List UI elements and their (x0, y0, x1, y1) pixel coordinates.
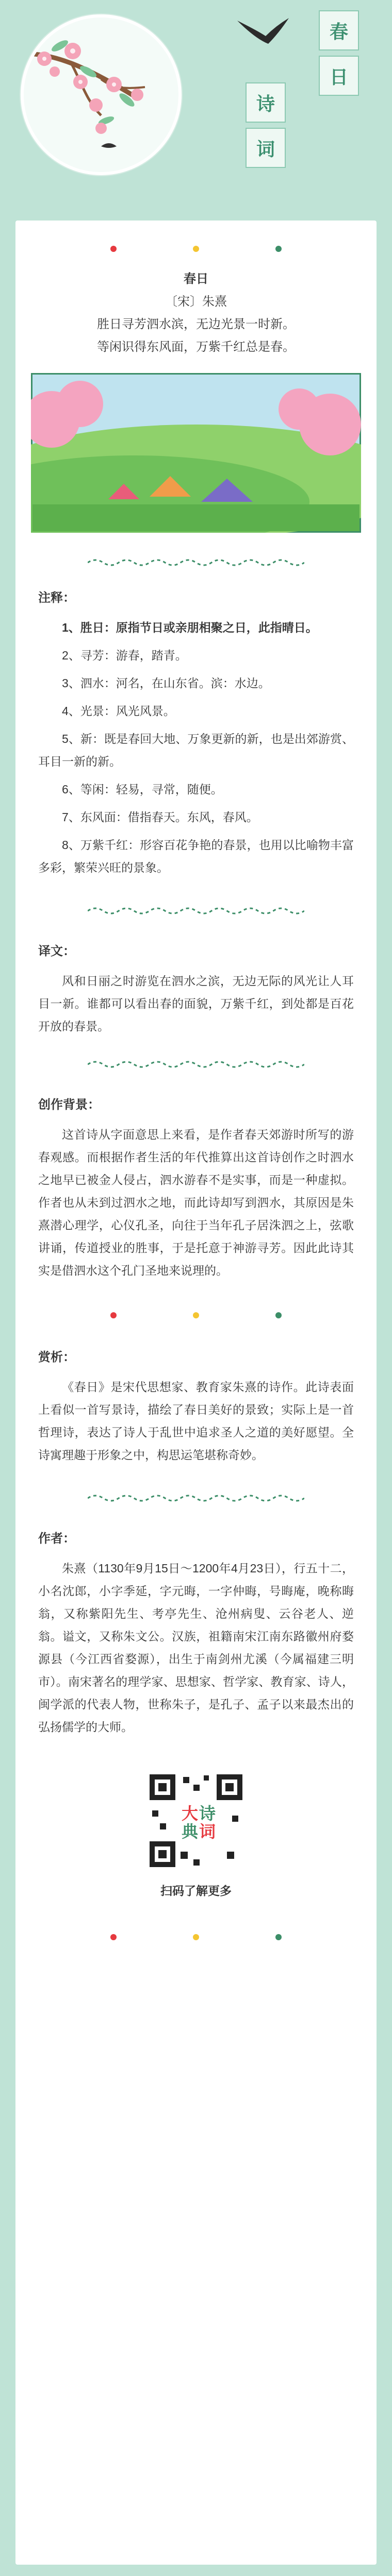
wavy-divider (88, 905, 304, 917)
qr-logo-char: 诗 (199, 1804, 216, 1823)
note-item: 5、新：既是春回大地、万象更新的新，也是出郊游赏、耳目一新的新。 (38, 732, 354, 768)
qr-code[interactable] (144, 1769, 248, 1872)
appreciation-text: 《春日》是宋代思想家、教育家朱熹的诗作。此诗表面上看似一首写景诗，描绘了春日美好的景致；实际上是一首哲理诗，表达了诗人于乱世中追求圣人之道的美好愿望。全诗寓理趣于形象之中，构思运笔堪称奇妙。 (38, 1380, 354, 1462)
wavy-divider (88, 1058, 304, 1071)
poem (15, 268, 377, 359)
note-item: 2、寻芳：游春，踏青。 (62, 649, 187, 662)
dot-divider (15, 1929, 377, 1945)
swallow-icon (235, 15, 291, 52)
header-illustration (21, 14, 182, 175)
note-item: 7、东风面：借指春天。东风，春风。 (62, 810, 258, 824)
wavy-divider (88, 556, 304, 569)
note-item: 4、光景：风光风景。 (62, 704, 175, 718)
author-section (15, 1530, 377, 1738)
poem-line: 胜日寻芳泗水滨，无边光景一时新。 (97, 317, 295, 331)
blossom-branch-icon (24, 18, 178, 172)
spring-scene-illustration (31, 373, 361, 533)
note-item: 6、等闲：轻易，寻常，随便。 (62, 783, 223, 796)
title-char-ci: 词 (246, 128, 286, 168)
author-heading: 作者： (38, 1532, 75, 1546)
title-char-ri: 日 (319, 56, 359, 96)
author-text: 朱熹（1130年9月15日～1200年4月23日），行五十二，小名沈郎，小字季延，字元晦，一字仲晦，号晦庵，晚称晦翁，又称紫阳先生、考亭先生、沧州病叟、云谷老人、逆翁。谥文，又称朱文公。汉族，祖籍南宋江南东路徽州府婺源县（今江西省婺源），出生于南剑州尤溪（今属福建三明市）。南宋著名的理学家、思想家、哲学家、教育家、诗人，闽学派的代表人物，世称朱子，是孔子、孟子以来最杰出的弘扬儒学的大师。 (38, 1562, 354, 1734)
translation-section (15, 943, 377, 1038)
qr-logo-char: 大 (182, 1804, 199, 1823)
header (0, 0, 392, 216)
title-char-chun: 春 (319, 10, 359, 50)
content-panel (15, 221, 377, 2565)
note-item: 1、胜日：原指节日或亲朋相聚之日，此指晴日。 (62, 621, 318, 634)
notes-section (15, 589, 377, 879)
background-section (15, 1096, 377, 1282)
note-item: 8、万紫千红：形容百花争艳的春景，也用以比喻物丰富多彩，繁荣兴旺的景象。 (38, 838, 354, 874)
background-text: 这首诗从字面意思上来看，是作者春天郊游时所写的游春观感。而根据作者生活的年代推算出这首诗创作之时泗水之地早已被金人侵占，泗水游春不是实事，而是一种虚拟。作者也从未到过泗水之地，而此诗却写到泗水，其原因是朱熹潜心理学，心仪孔圣，向往于当年孔子居洙泗之上，弦歌讲诵，传道授业的胜事，于是托意于神游寻芳。因此此诗其实是借泗水这个孔门圣地来说理的。 (38, 1128, 354, 1277)
poem-title: 春日 (184, 272, 208, 286)
qr-caption: 扫码了解更多 (160, 1884, 232, 1897)
appreciation-section (15, 1349, 377, 1466)
note-item: 3、泗水：河名，在山东省。滨：水边。 (62, 676, 270, 690)
appreciation-heading: 赏析： (38, 1350, 75, 1364)
poem-line: 等闲识得东风面，万紫千红总是春。 (97, 340, 295, 354)
wavy-divider (88, 1492, 304, 1504)
dot-divider (15, 241, 377, 257)
qr-logo-char: 词 (199, 1822, 216, 1841)
qr-logo-char: 典 (182, 1822, 199, 1841)
dot-divider (15, 1308, 377, 1323)
notes-heading: 注释： (38, 591, 75, 605)
title-char-shi: 诗 (246, 82, 286, 123)
background-heading: 创作背景： (38, 1098, 100, 1112)
poem-author: 〔宋〕朱熹 (165, 295, 227, 309)
translation-text: 风和日丽之时游览在泗水之滨，无边无际的风光让人耳目一新。谁都可以看出春的面貌，万紫千红，到处都是百花开放的春景。 (38, 974, 354, 1033)
translation-heading: 译文： (38, 944, 75, 958)
